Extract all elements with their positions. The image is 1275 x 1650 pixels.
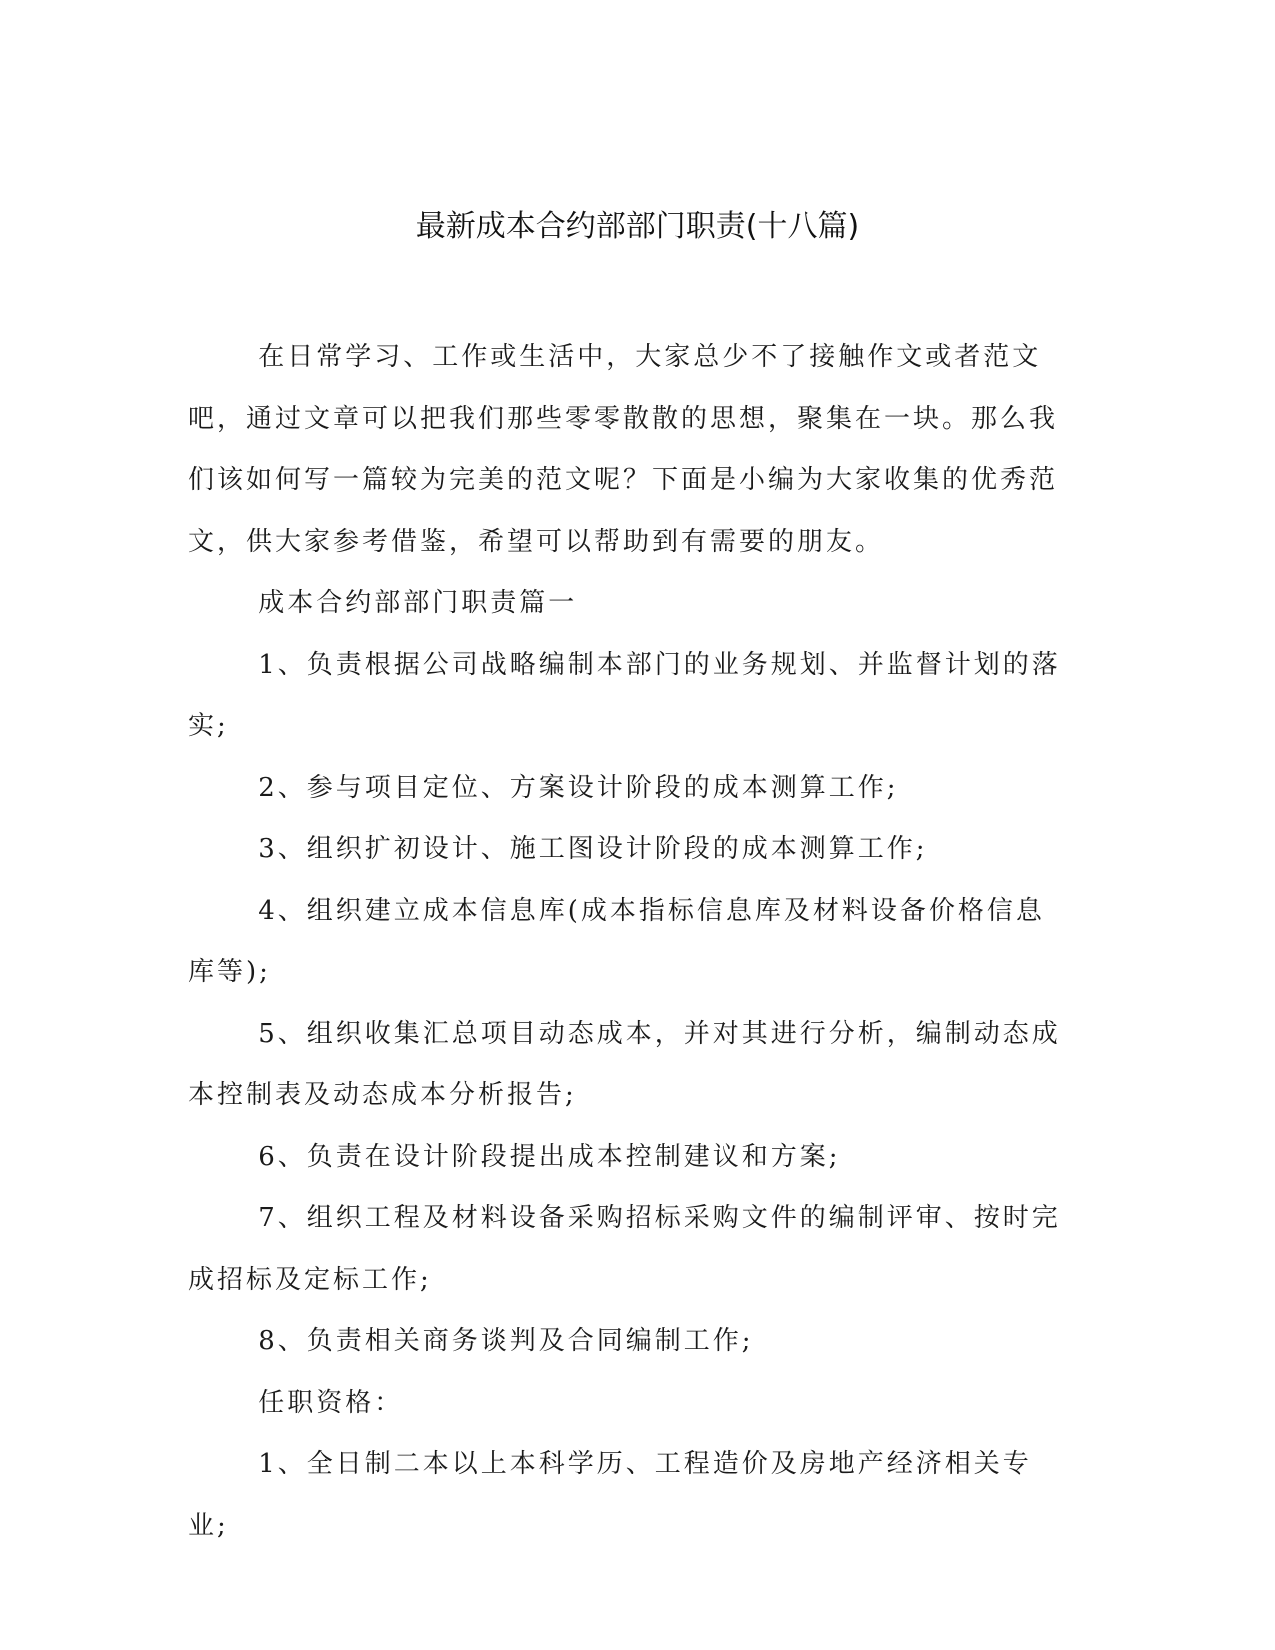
intro-paragraph: 在日常学习、工作或生活中，大家总少不了接触作文或者范文吧，通过文章可以把我们那些零零散散的思想，聚集在一块。那么我们该如何写一篇较为完美的范文呢？下面是小编为大家收集的优秀范文，供大家参考借鉴，希望可以帮助到有需要的朋友。 [188, 342, 1059, 557]
qualification-item: 1、全日制二本以上本科学历、工程造价及房地产经济相关专业; [188, 1449, 1032, 1541]
qualifications-heading: 任职资格： [258, 1387, 404, 1418]
duty-item: 5、组织收集汇总项目动态成本，并对其进行分析，编制动态成本控制表及动态成本分析报告; [188, 1018, 1061, 1110]
duty-item: 3、组织扩初设计、施工图设计阶段的成本测算工作; [258, 834, 928, 864]
duty-item: 6、负责在设计阶段提出成本控制建议和方案; [258, 1141, 841, 1172]
duty-item: 4、组织建立成本信息库(成本指标信息库及材料设备价格信息库等); [188, 895, 1045, 987]
duty-item: 1、负责根据公司战略编制本部门的业务规划、并监督计划的落实; [188, 649, 1061, 741]
duty-item: 7、组织工程及材料设备采购招标采购文件的编制评审、按时完成招标及定标工作; [188, 1203, 1061, 1295]
section-heading: 成本合约部部门职责篇一 [258, 588, 578, 618]
document-body [188, 327, 1070, 1557]
duty-item: 2、参与项目定位、方案设计阶段的成本测算工作; [258, 772, 899, 803]
document-title: 最新成本合约部部门职责(十八篇) [415, 209, 860, 244]
duty-item: 8、负责相关商务谈判及合同编制工作; [258, 1326, 754, 1356]
